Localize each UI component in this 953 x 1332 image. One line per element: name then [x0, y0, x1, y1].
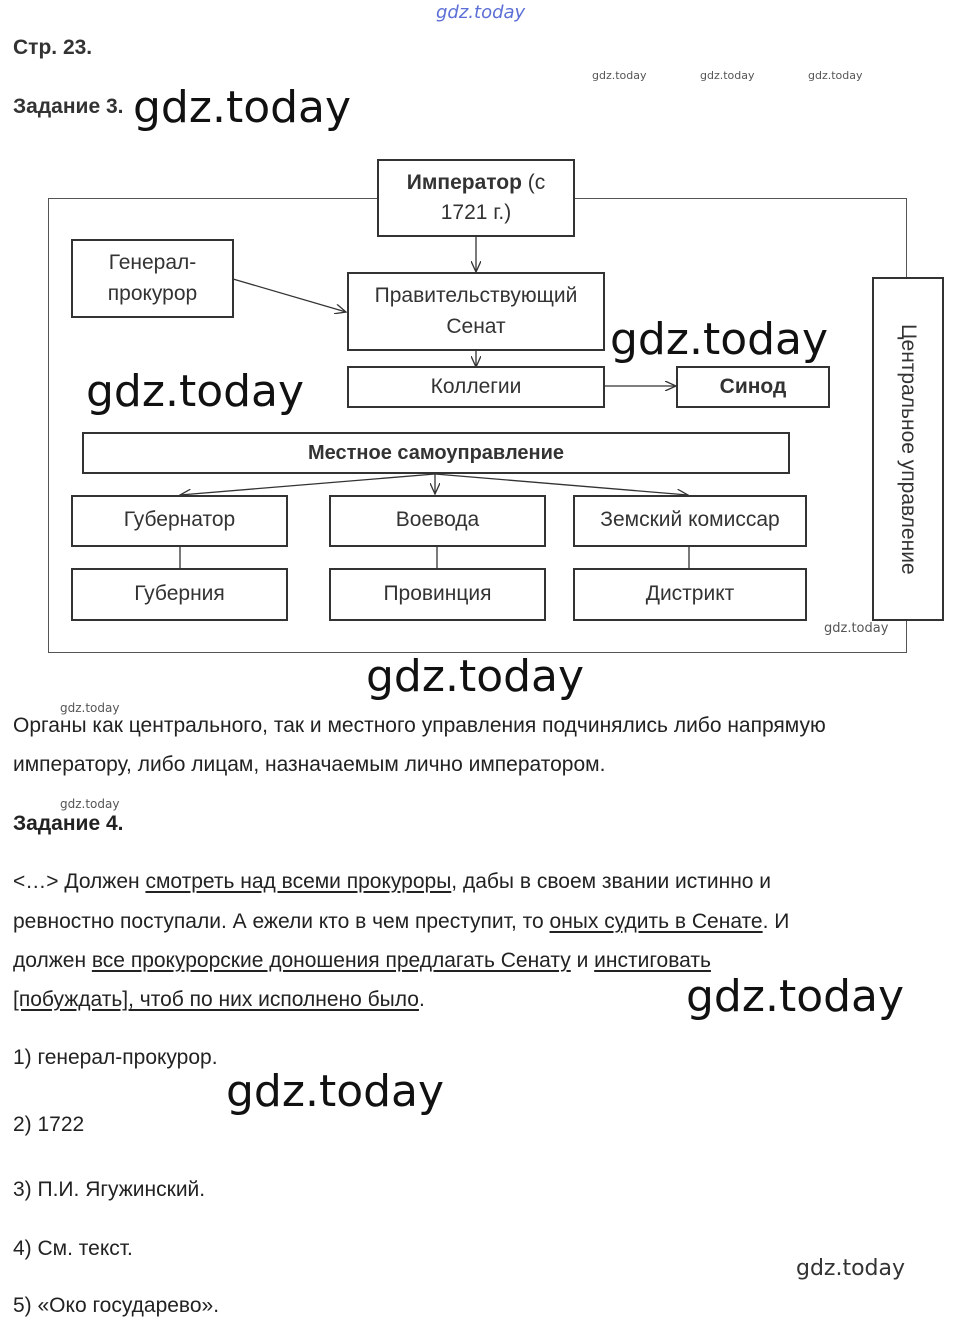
watermark-top: gdz.today: [436, 2, 526, 23]
watermark-small: gdz.today: [808, 69, 863, 82]
watermark-small: gdz.today: [60, 701, 120, 715]
watermark-large: gdz.today: [610, 314, 829, 365]
task3-answer-line: Органы как центрального, так и местного управления подчинялись либо напрямую: [13, 714, 826, 737]
collegia-box: [347, 366, 605, 408]
underlined-fragment: смотреть над всеми прокуроры: [145, 870, 452, 893]
underlined-fragment: оных судить в Сенате: [549, 910, 763, 933]
watermark-small: gdz.today: [60, 797, 120, 811]
underlined-fragment: все прокурорские доношения предлагать Сенату: [91, 949, 571, 972]
emperor-label: Император: [406, 170, 522, 194]
watermark-large: gdz.today: [366, 651, 585, 702]
task4-answer: 3) П.И. Ягужинский.: [13, 1178, 206, 1201]
senate-box: [347, 272, 605, 351]
underlined-fragment: инстиговать: [594, 949, 711, 972]
quote-line: должен все прокурорские доношения предлагать Сенату и инстиговать: [13, 949, 711, 972]
voevoda-box: [329, 495, 546, 547]
underlined-fragment: [побуждать], чтоб по них исполнено было: [13, 988, 419, 1011]
task3-answer-line: императору, либо лицам, назначаемым лично императором.: [13, 753, 606, 776]
watermark-large: gdz.today: [686, 971, 905, 1022]
province-label: Провинция: [383, 582, 492, 606]
watermark-small: gdz.today: [592, 69, 647, 82]
governor-label: Губернатор: [123, 508, 236, 531]
quote-line: [побуждать], чтоб по них исполнено было.: [13, 988, 425, 1011]
watermark-large: gdz.today: [226, 1066, 445, 1117]
province-box: [329, 568, 546, 621]
watermark-large: gdz.today: [86, 366, 305, 417]
watermark-medium: gdz.today: [796, 1256, 906, 1281]
emperor-date: (с 1721 г.): [440, 170, 546, 224]
senate-label: Правительствующий Сенат: [374, 284, 578, 338]
task4-answer: 5) «Око государево».: [13, 1294, 220, 1317]
task4-answer: 1) генерал-прокурор.: [13, 1046, 218, 1069]
district-label: Дистрикт: [645, 582, 735, 606]
commissar-label: Земский комиссар: [600, 508, 780, 531]
arrow-local-commissar: [435, 474, 688, 495]
watermark-small: gdz.today: [824, 621, 889, 636]
central-administration-box: [872, 277, 944, 621]
page-reference: Стр. 23.: [13, 36, 93, 59]
watermark-large: gdz.today: [133, 82, 352, 133]
general-prosecutor-box: [71, 239, 234, 318]
quote-line: <…> Должен смотреть над всеми прокуроры, дабы в своем звании истинно и: [13, 870, 772, 893]
district-box: [573, 568, 807, 621]
local-government-box: [82, 432, 790, 474]
synod-label: Синод: [719, 374, 787, 398]
emperor-box: [377, 159, 575, 237]
central-administration-label: Центральное управление: [897, 323, 921, 575]
arrow-prosecutor-senate: [233, 279, 346, 312]
collegia-label: Коллегии: [430, 374, 522, 398]
task3-title: Задание 3.: [13, 95, 124, 118]
task4-title: Задание 4.: [13, 812, 124, 835]
watermark-small: gdz.today: [700, 69, 755, 82]
synod-box: [676, 366, 830, 408]
guberniya-box: [71, 568, 288, 621]
arrow-local-governor: [180, 474, 435, 495]
guberniya-label: Губерния: [134, 582, 225, 606]
voevoda-label: Воевода: [395, 508, 480, 531]
quote-line: ревностно поступали. А ежели кто в чем преступит, то оных судить в Сенате. И: [13, 910, 790, 933]
local-government-label: Местное самоуправление: [307, 441, 565, 464]
general-prosecutor-label: Генерал-прокурор: [107, 251, 198, 305]
governor-box: [71, 495, 288, 547]
commissar-box: [573, 495, 807, 547]
task4-answer: 2) 1722: [13, 1113, 85, 1136]
task4-answer: 4) См. текст.: [13, 1237, 133, 1260]
